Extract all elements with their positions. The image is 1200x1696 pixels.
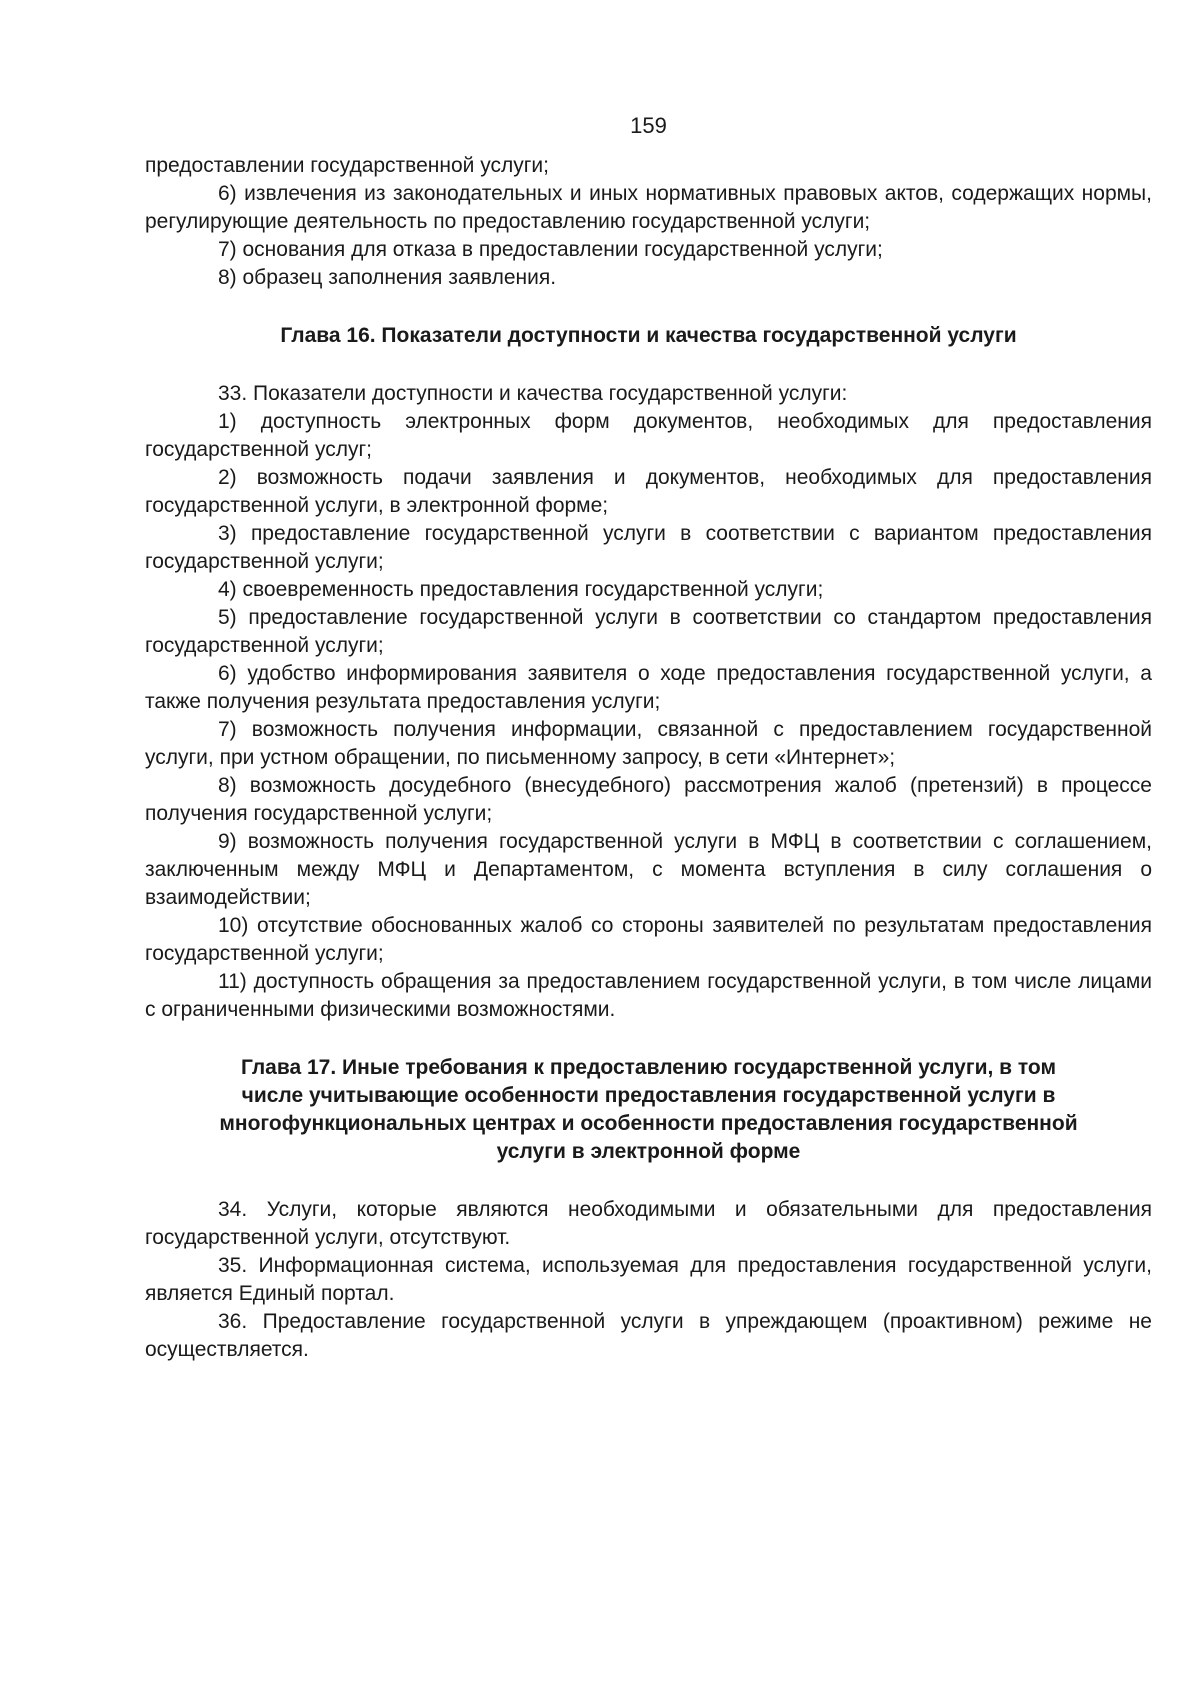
paragraph: 35. Информационная система, используемая для предоставления государственной услуги, является Единый портал. — [145, 1254, 1152, 1305]
paragraph: 6) удобство информирования заявителя о ходе предоставления государственной услуги, а также получения результата предоставления услуги; — [145, 662, 1152, 713]
paragraph: 2) возможность подачи заявления и документов, необходимых для предоставления государственной услуги, в электронной форме; — [145, 466, 1152, 517]
paragraph: предоставлении государственной услуги; — [145, 154, 549, 177]
paragraph: 33. Показатели доступности и качества государственной услуги: — [218, 382, 848, 405]
paragraph: 11) доступность обращения за предоставлением государственной услуги, в том числе лицами с ограниченными физическими возможностями. — [145, 970, 1152, 1021]
paragraph: 7) возможность получения информации, связанной с предоставлением государственной услуги, при устном обращении, по письменному запросу, в сети «Интернет»; — [145, 718, 1152, 769]
heading-line: многофункциональных центрах и особенности предоставления государственной — [219, 1112, 1078, 1135]
paragraph: 10) отсутствие обоснованных жалоб со стороны заявителей по результатам предоставления государственной услуги; — [145, 914, 1152, 965]
paragraph: 7) основания для отказа в предоставлении государственной услуги; — [218, 238, 883, 261]
chapter-17 — [145, 1054, 1152, 1364]
paragraph: 3) предоставление государственной услуги в соответствии с вариантом предоставления государственной услуги; — [145, 522, 1152, 573]
paragraph: 9) возможность получения государственной услуги в МФЦ в соответствии с соглашением, заключенным между МФЦ и Департаментом, с момента вступления в силу соглашения о взаимодействии; — [145, 830, 1152, 909]
chapter-16-heading: Глава 16. Показатели доступности и качества государственной услуги — [280, 324, 1017, 347]
heading-line: числе учитывающие особенности предоставления государственной услуги в — [241, 1084, 1056, 1107]
paragraph: 8) образец заполнения заявления. — [218, 266, 557, 289]
chapter-17-heading — [145, 1054, 1152, 1166]
page-number: 159 — [630, 113, 667, 138]
paragraph: 5) предоставление государственной услуги в соответствии со стандартом предоставления государственной услуги; — [145, 606, 1152, 657]
heading-line: услуги в электронной форме — [496, 1140, 801, 1163]
paragraph: 34. Услуги, которые являются необходимыми и обязательными для предоставления государственной услуги, отсутствуют. — [145, 1198, 1152, 1249]
paragraph: 8) возможность досудебного (внесудебного) рассмотрения жалоб (претензий) в процессе получения государственной услуги; — [145, 774, 1152, 825]
paragraph: 4) своевременность предоставления государственной услуги; — [218, 578, 824, 601]
paragraph: 6) извлечения из законодательных и иных нормативных правовых актов, содержащих нормы, регулирующие деятельность по предоставлению государственной услуги; — [145, 182, 1152, 233]
paragraph: 1) доступность электронных форм документов, необходимых для предоставления государственной услуг; — [145, 410, 1152, 461]
paragraph: 36. Предоставление государственной услуги в упреждающем (проактивном) режиме не осуществляется. — [145, 1310, 1152, 1361]
section-continuation — [145, 152, 1152, 292]
document-page — [145, 112, 1152, 1364]
heading-line: Глава 17. Иные требования к предоставлению государственной услуги, в том — [240, 1056, 1057, 1079]
chapter-16 — [145, 322, 1152, 1024]
